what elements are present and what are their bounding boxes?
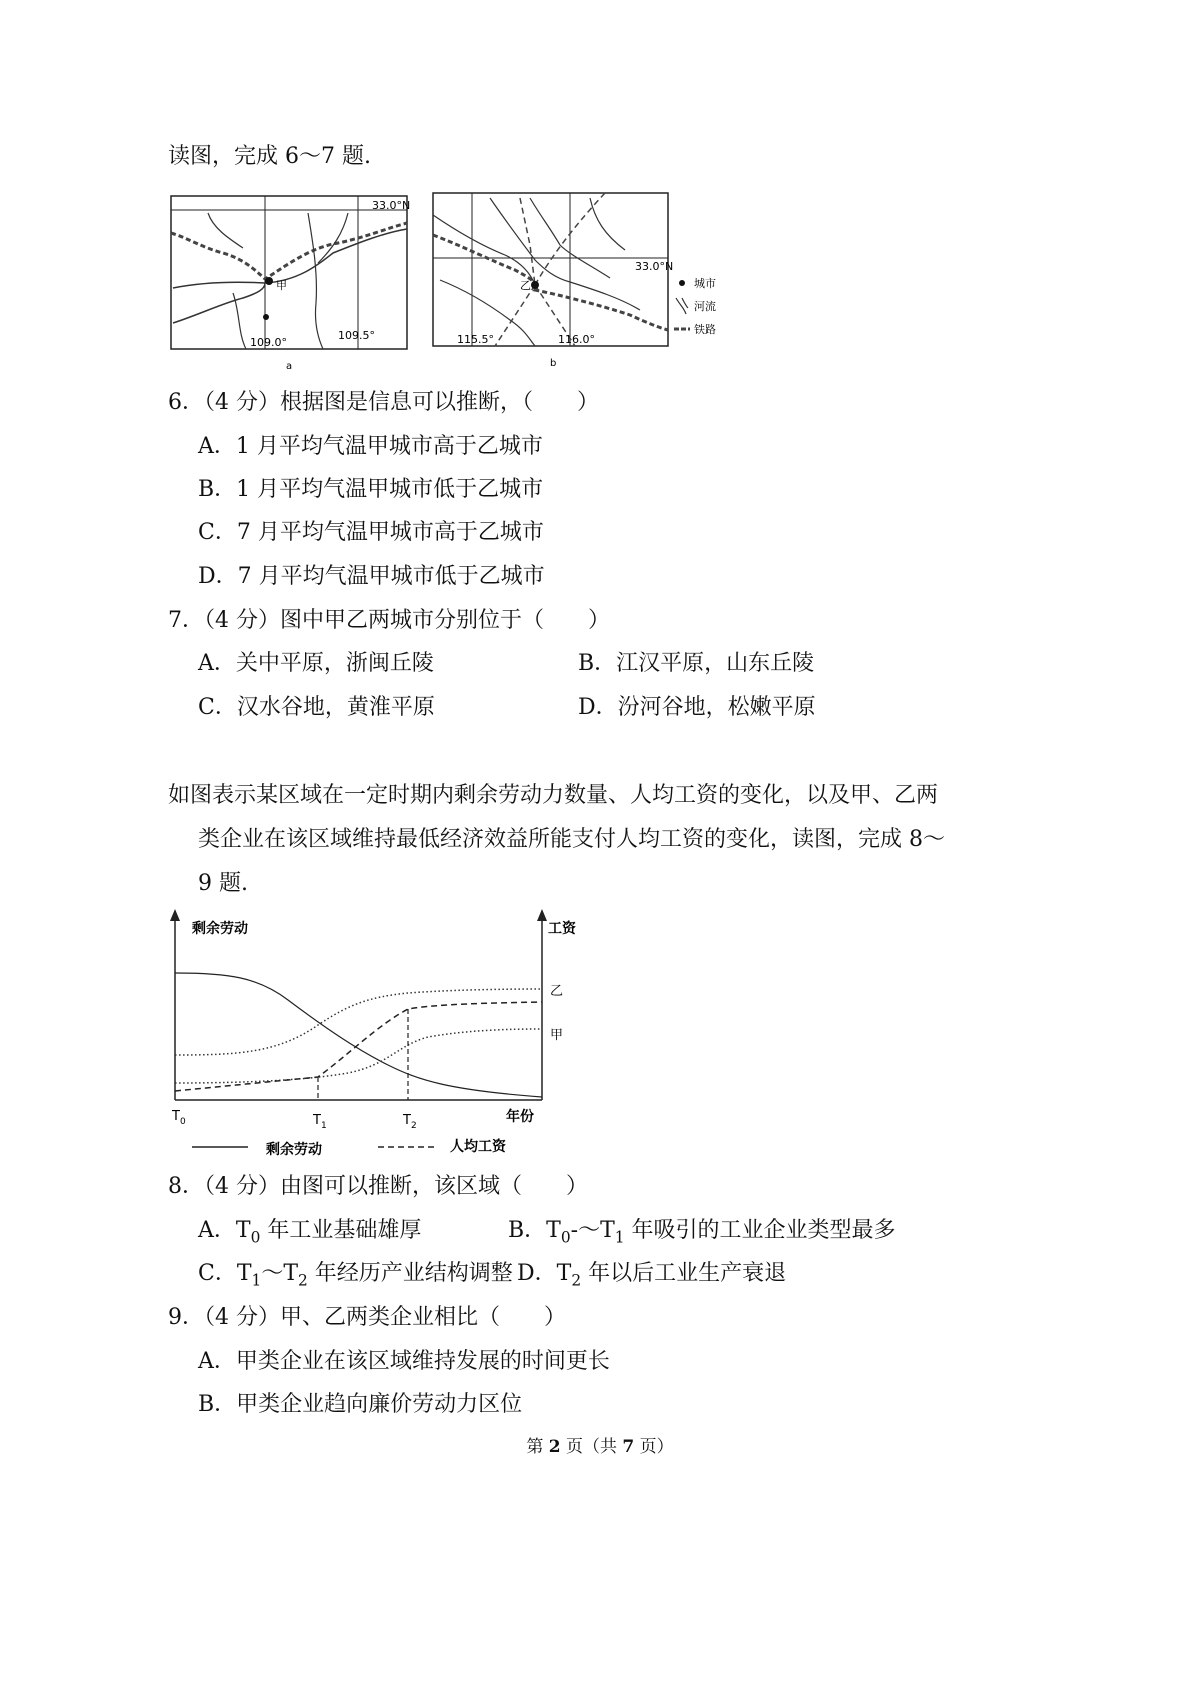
q8-option-b: B．$T_0-\sim T_1$ 年吸引的工业企业类型最多: [508, 1218, 896, 1247]
wage-curve-jia: [175, 1029, 542, 1083]
curve-label-jia: 甲: [550, 1028, 564, 1043]
q6-option-c: C．7 月平均气温甲城市高于乙城市: [198, 520, 544, 545]
q8-option-a: A．$T_0$ 年工业基础雄厚: [198, 1218, 422, 1247]
intro-text-8-9-line1: 如图表示某区域在一定时期内剩余劳动力数量、人均工资的变化，以及甲、乙两: [168, 783, 939, 808]
q8-option-d: D．$T_2$ 年以后工业生产衰退: [517, 1261, 787, 1290]
map-b-lat-label: 33.0°N: [635, 260, 674, 273]
legend-dashed-label: 人均工资: [450, 1139, 506, 1155]
legend-city-label: 城市: [694, 277, 716, 290]
left-axis-label: 剩余劳动: [192, 921, 248, 937]
map-a-city-label: 甲: [276, 279, 287, 292]
map-b: [430, 190, 730, 370]
curve-label-yi: 乙: [550, 984, 564, 999]
legend-city-icon: [679, 280, 685, 286]
map-a-caption: a: [286, 361, 293, 372]
q7-option-b: B．江汉平原，山东丘陵: [578, 651, 815, 676]
q6-stem: 6．（4 分）根据图是信息可以推断，（ ）: [168, 390, 599, 415]
map-b-lon-right: 116.0°: [558, 333, 595, 346]
q9-option-a: A．甲类企业在该区域维持发展的时间更长: [198, 1349, 610, 1374]
left-axis-arrow: [170, 909, 180, 921]
q7-option-d: D．汾河谷地，松嫩平原: [578, 695, 816, 720]
page-number: 2: [548, 1437, 561, 1457]
tick-t1: $T_1$: [313, 1113, 327, 1131]
tick-t0: $T_0$: [172, 1109, 186, 1127]
q9-stem: 9．（4 分）甲、乙两类企业相比（ ）: [168, 1305, 566, 1330]
q9-option-b: B．甲类企业趋向廉价劳动力区位: [198, 1392, 523, 1417]
legend-river-icon: [676, 298, 688, 314]
map-a-lon-left: 109.0°: [250, 336, 287, 349]
legend-river-label: 河流: [694, 300, 716, 313]
labour-wage-chart: [168, 905, 588, 1163]
map-b-city-label: 乙: [520, 279, 531, 292]
map-b-legend: [674, 277, 716, 336]
right-axis-label: 工资: [548, 921, 576, 937]
legend-solid-label: 剩余劳动: [266, 1142, 322, 1158]
map-b-caption: b: [550, 358, 557, 369]
map-b-lon-left: 115.5°: [457, 333, 494, 346]
right-axis-arrow: [537, 909, 547, 921]
legend-railway-label: 铁路: [694, 323, 716, 336]
page-footer: 第 2 页（共 7 页）: [526, 1437, 674, 1457]
tick-t2: $T_2$: [403, 1113, 417, 1131]
intro-text-8-9-line3: 9 题.: [198, 871, 248, 896]
q6-option-d: D．7 月平均气温甲城市低于乙城市: [198, 564, 545, 589]
map-a-lon-right: 109.5°: [338, 329, 375, 342]
town-marker: [263, 314, 269, 320]
average-wage-curve: [175, 1002, 542, 1091]
q6-option-b: B．1 月平均气温甲城市低于乙城市: [198, 477, 544, 502]
q8-stem: 8．（4 分）由图可以推断，该区域（ ）: [168, 1174, 588, 1199]
q6-option-a: A．1 月平均气温甲城市高于乙城市: [198, 434, 543, 459]
surplus-labour-curve: [175, 973, 542, 1097]
city-yi-marker: [531, 281, 539, 289]
intro-text-6-7: 读图，完成 6～7 题.: [168, 144, 371, 169]
intro-text-8-9-line2: 类企业在该区域维持最低经济效益所能支付人均工资的变化，读图，完成 8～: [198, 827, 945, 852]
map-a-lat-label: 33.0°N: [372, 199, 410, 212]
x-axis-label: 年份: [506, 1109, 534, 1125]
map-a: [168, 193, 410, 373]
q7-option-c: C．汉水谷地，黄淮平原: [198, 695, 435, 720]
page-total: 7: [622, 1437, 635, 1457]
q8-option-c: C．$T_1\sim T_2$ 年经历产业结构调整: [198, 1261, 513, 1290]
q7-option-a: A．关中平原，浙闽丘陵: [198, 651, 434, 676]
q7-stem: 7．（4 分）图中甲乙两城市分别位于（ ）: [168, 608, 610, 633]
city-jia-marker: [265, 277, 273, 285]
